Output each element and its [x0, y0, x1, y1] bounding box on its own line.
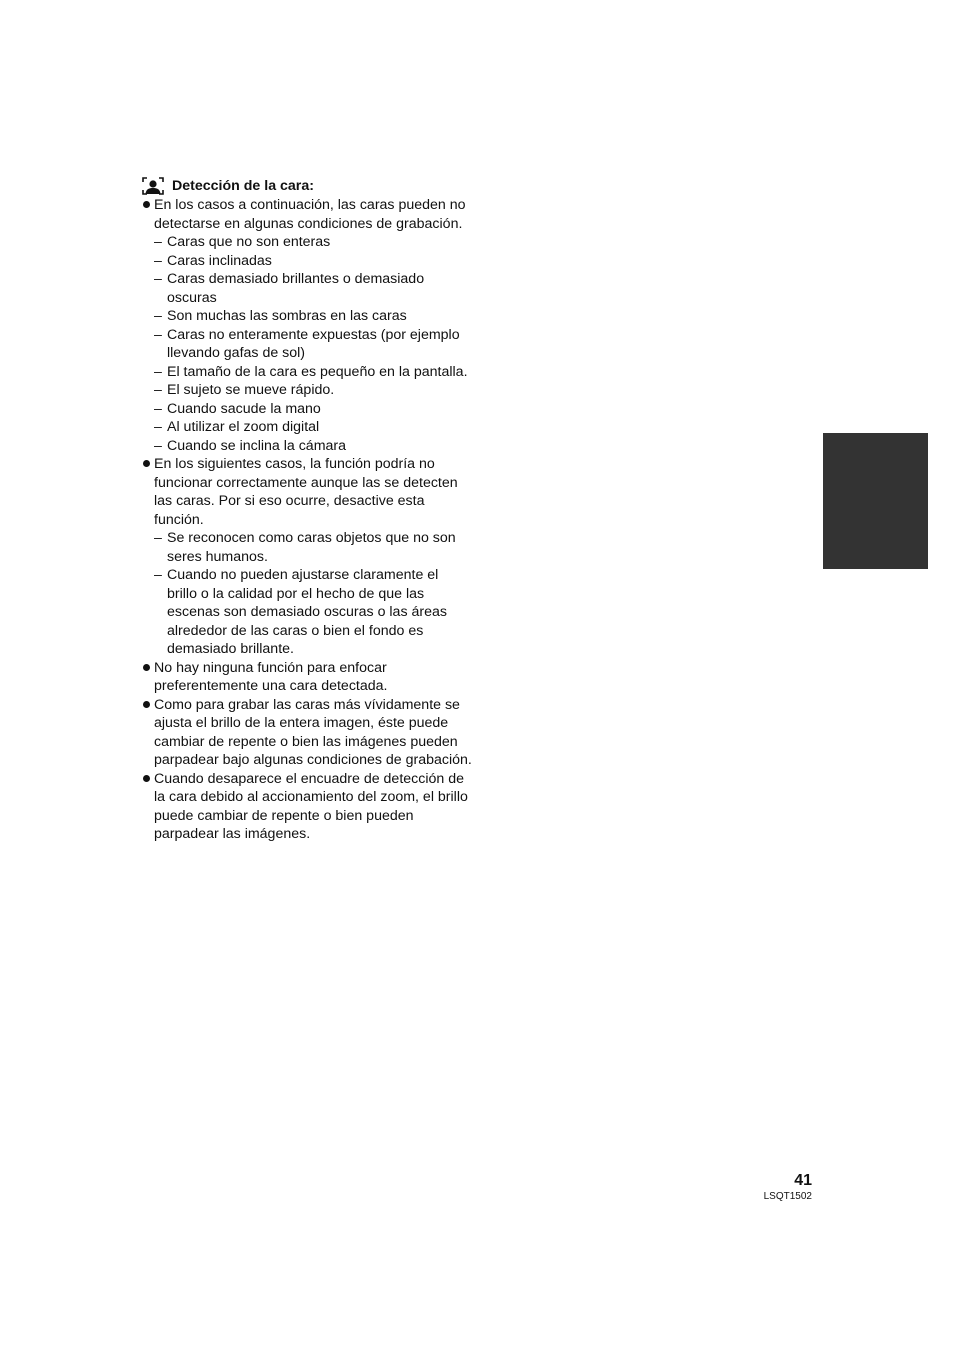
- document-code: LSQT1502: [763, 1191, 812, 1202]
- section-heading: [142, 176, 472, 196]
- sub-item: – Caras que no son enteras: [142, 233, 472, 252]
- sub-item: – El sujeto se mueve rápido.: [142, 381, 472, 400]
- sub-item: – Cuando no pueden ajustarse claramente el brillo o la calidad por el hecho de que las escenas son demasiado oscuras o las áreas alrededor de las caras o bien el fondo es demasiado brillante.: [142, 566, 472, 659]
- sub-item: – Cuando se inclina la cámara: [142, 437, 472, 456]
- sub-item: – Cuando sacude la mano: [142, 400, 472, 419]
- sub-item: – Caras inclinadas: [142, 252, 472, 271]
- sub-item: – Son muchas las sombras en las caras: [142, 307, 472, 326]
- content-column: [142, 176, 472, 844]
- sub-item: – Caras demasiado brillantes o demasiado oscuras: [142, 270, 472, 307]
- section-side-tab: [823, 433, 928, 569]
- bullet-item: No hay ninguna función para enfocar preferentemente una cara detectada.: [142, 659, 472, 696]
- sub-item: – Al utilizar el zoom digital: [142, 418, 472, 437]
- face-detection-icon: [142, 177, 164, 195]
- section-title: Detección de la cara:: [172, 177, 314, 194]
- sub-item: – Caras no enteramente expuestas (por ejemplo llevando gafas de sol): [142, 326, 472, 363]
- sub-item: – Se reconocen como caras objetos que no son seres humanos.: [142, 529, 472, 566]
- bullet-item: Cuando desaparece el encuadre de detección de la cara debido al accionamiento del zoom, el brillo puede cambiar de repente o bien pueden parpadear las imágenes.: [142, 770, 472, 844]
- bullet-item: Como para grabar las caras más vívidamente se ajusta el brillo de la entera imagen, éste puede cambiar de repente o bien las imágenes pueden parpadear bajo algunas condiciones de grabación.: [142, 696, 472, 770]
- sub-item: – El tamaño de la cara es pequeño en la pantalla.: [142, 363, 472, 382]
- page-number: 41: [794, 1172, 812, 1189]
- notes-list: [142, 196, 472, 844]
- bullet-item: En los siguientes casos, la función podría no funcionar correctamente aunque las se detecten las caras. Por si eso ocurre, desactive esta función.: [142, 455, 472, 529]
- bullet-item: En los casos a continuación, las caras pueden no detectarse en algunas condiciones de grabación.: [142, 196, 472, 233]
